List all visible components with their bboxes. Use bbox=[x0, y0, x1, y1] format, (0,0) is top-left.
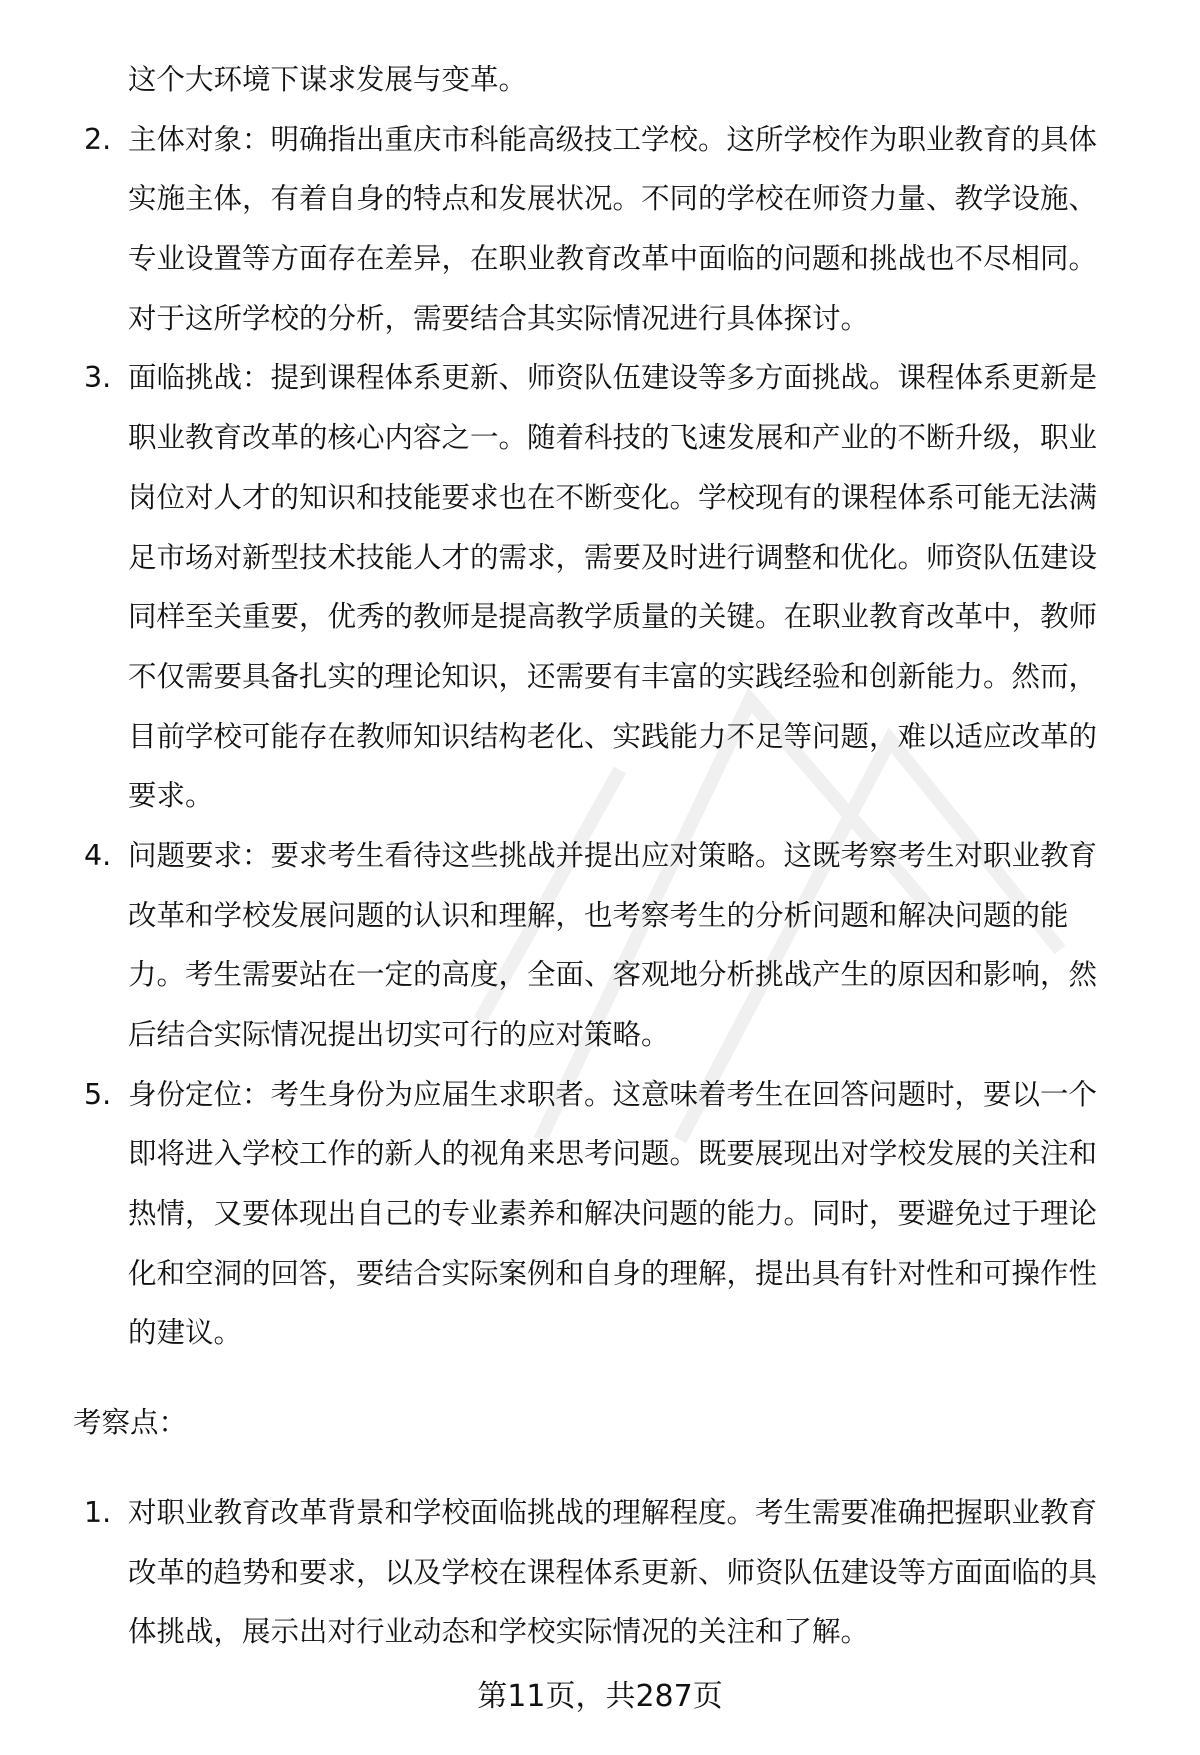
text-line: 专业设置等方面存在差异，在职业教育改革中面临的问题和挑战也不尽相同。 bbox=[128, 242, 1098, 276]
list-item-continuation bbox=[0, 50, 1200, 110]
list-number: 5. bbox=[84, 1077, 112, 1111]
text-line: 改革的趋势和要求，以及学校在课程体系更新、师资队伍建设等方面面临的具 bbox=[128, 1555, 1098, 1589]
list-number: 3. bbox=[84, 361, 112, 395]
text-line: 的建议。 bbox=[128, 1316, 243, 1350]
section-heading: 考察点： bbox=[73, 1406, 188, 1440]
text-line: 即将进入学校工作的新人的视角来思考问题。既要展现出对学校发展的关注和 bbox=[128, 1137, 1098, 1171]
text-line: 力。考生需要站在一定的高度，全面、客观地分析挑战产生的原因和影响，然 bbox=[128, 958, 1098, 992]
text-line: 后结合实际情况提出切实可行的应对策略。 bbox=[128, 1018, 670, 1051]
text-line: 身份定位：考生身份为应届生求职者。这意味着考生在回答问题时，要以一个 5. bbox=[0, 1065, 1200, 1125]
list-item bbox=[0, 1483, 1200, 1662]
text-line: 热情，又要体现出自己的专业素养和解决问题的能力。同时，要避免过于理论 bbox=[128, 1197, 1098, 1231]
text-line: 对于这所学校的分析，需要结合其实际情况进行具体探讨。 bbox=[128, 301, 870, 335]
document-body bbox=[0, 50, 1200, 1662]
list-number: 2. bbox=[84, 122, 112, 156]
list-item bbox=[0, 1065, 1200, 1363]
text-line: 足市场对新型技术技能人才的需求，需要及时进行调整和优化。师资队伍建设 bbox=[128, 540, 1098, 574]
text-line: 实施主体，有着自身的特点和发展状况。不同的学校在师资力量、教学设施、 bbox=[128, 182, 1098, 216]
list-item bbox=[0, 348, 1200, 826]
text-line: 这个大环境下谋求发展与变革。 bbox=[128, 63, 528, 96]
text-line: 岗位对人才的知识和技能要求也在不断变化。学校现有的课程体系可能无法满 bbox=[128, 480, 1098, 514]
text-line: 职业教育改革的核心内容之一。随着科技的飞速发展和产业的不断升级，职业 bbox=[128, 421, 1098, 455]
text-line: 目前学校可能存在教师知识结构老化、实践能力不足等问题，难以适应改革的 bbox=[128, 719, 1098, 753]
text-line: 同样至关重要，优秀的教师是提高教学质量的关键。在职业教育改革中，教师 bbox=[128, 600, 1098, 634]
text-line: 面临挑战：提到课程体系更新、师资队伍建设等多方面挑战。课程体系更新是 3. bbox=[0, 348, 1200, 408]
list-item bbox=[0, 110, 1200, 349]
text-line: 体挑战，展示出对行业动态和学校实际情况的关注和了解。 bbox=[128, 1615, 870, 1649]
text-line: 主体对象：明确指出重庆市科能高级技工学校。这所学校作为职业教育的具体 2. bbox=[0, 110, 1200, 170]
text-line: 化和空洞的回答，要结合实际案例和自身的理解，提出具有针对性和可操作性 bbox=[128, 1256, 1098, 1290]
list-item bbox=[0, 826, 1200, 1065]
text-line: 要求。 bbox=[128, 779, 214, 813]
text-line: 问题要求：要求考生看待这些挑战并提出应对策略。这既考察考生对职业教育 4. bbox=[0, 826, 1200, 886]
text-line: 改革和学校发展问题的认识和理解，也考察考生的分析问题和解决问题的能 bbox=[128, 898, 1069, 932]
page-number: 第11页，共287页 bbox=[477, 1679, 723, 1714]
text-line: 不仅需要具备扎实的理论知识，还需要有丰富的实践经验和创新能力。然而， bbox=[128, 659, 1098, 693]
text-line: 对职业教育改革背景和学校面临挑战的理解程度。考生需要准确把握职业教育 1. bbox=[0, 1483, 1200, 1543]
list-number: 1. bbox=[84, 1495, 112, 1529]
list-number: 4. bbox=[84, 838, 112, 872]
